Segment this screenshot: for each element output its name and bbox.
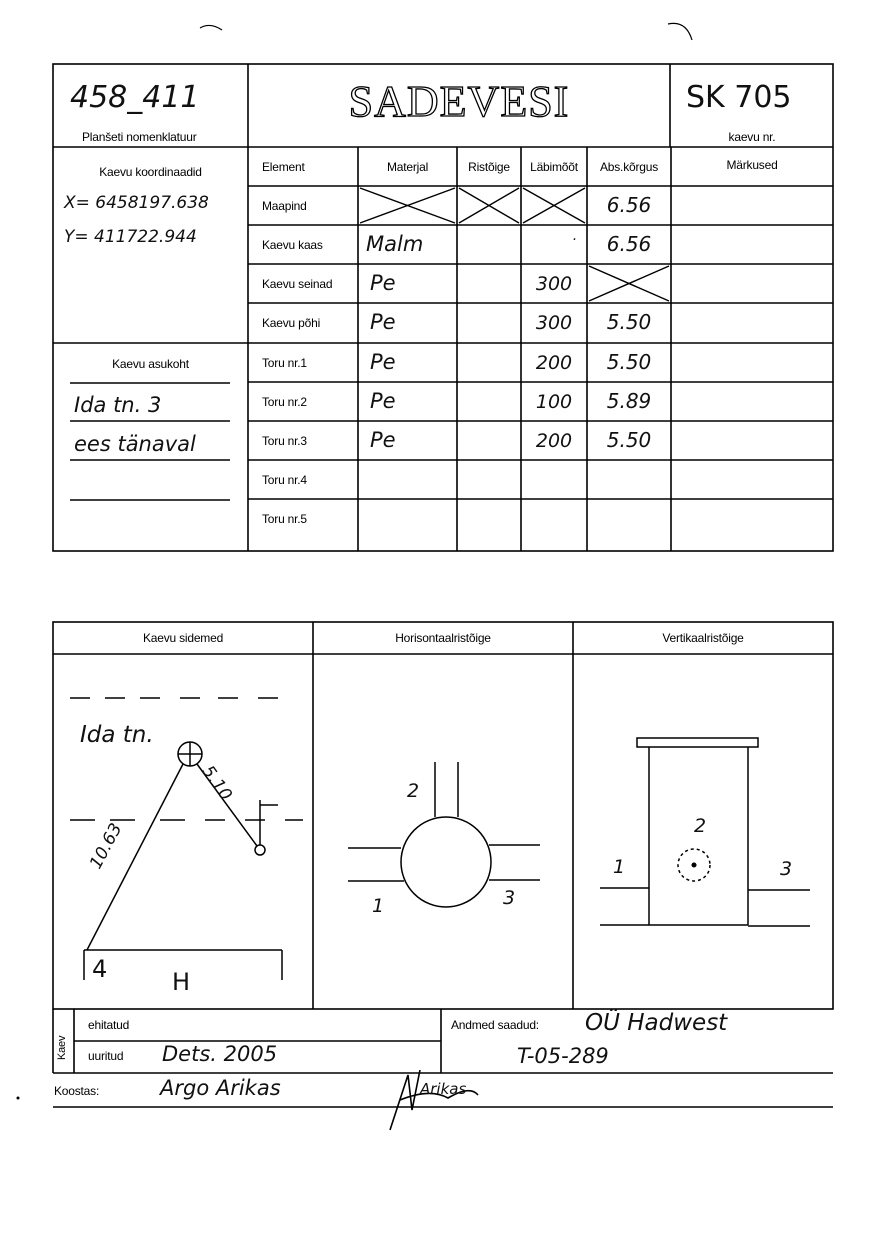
v-pipe-3-label: 3: [780, 858, 793, 880]
col-header-diameter: Läbimõõt: [530, 160, 578, 174]
location-line-1: Ida tn. 3: [74, 393, 162, 417]
table-row-elevation: 5.50: [606, 310, 652, 334]
coordinate-y: Y= 411722.944: [64, 227, 197, 247]
data-source-label: Andmed saadud:: [451, 1018, 539, 1032]
table-row-material: Pe: [370, 350, 396, 374]
coordinates-label: Kaevu koordinaadid: [99, 165, 202, 179]
signature-scribble: [390, 1070, 478, 1130]
table-row-elevation: 6.56: [606, 193, 652, 217]
author-label: Koostas:: [54, 1084, 100, 1098]
table-row-element: Toru nr.5: [262, 512, 307, 526]
table-row-diameter: ·: [572, 232, 577, 248]
horizontal-section-sketch: [348, 762, 540, 907]
scan-mark-right: [668, 23, 692, 40]
col-header-cross: Ristõige: [468, 160, 510, 174]
well-number-value: SK 705: [686, 80, 792, 115]
built-label: ehitatud: [88, 1018, 130, 1032]
table-row-elevation: 6.56: [606, 232, 652, 256]
col-header-material: Materjal: [386, 160, 429, 174]
table-row-diameter: 200: [535, 430, 573, 452]
street-label: Ida tn.: [80, 722, 154, 748]
horizontal-section-label: Horisontaalristõige: [395, 631, 491, 645]
dimension-long: 10.63: [86, 820, 127, 873]
table-row-element: Toru nr.1: [262, 356, 307, 370]
h-pipe-2-label: 2: [407, 780, 420, 802]
table-row-diameter: 300: [535, 273, 573, 295]
table-row-material: Pe: [370, 389, 396, 413]
signature: Arikas: [420, 1080, 467, 1098]
vertical-section-label: Vertikaalristõige: [662, 631, 744, 645]
page-title: SADEVESI: [348, 77, 570, 126]
v-pipe-1-label: 1: [613, 856, 626, 878]
table-row-element: Kaevu seinad: [262, 277, 333, 291]
nomenclature-label: Planšeti nomenklatuur: [82, 130, 197, 144]
h-pipe-1-label: 1: [372, 895, 385, 917]
col-header-notes: Märkused: [726, 158, 778, 172]
table-row-material: Pe: [370, 271, 396, 295]
table-row-elevation: 5.50: [606, 350, 652, 374]
table-row-element: Kaevu kaas: [262, 238, 323, 252]
surveyed-value: Dets. 2005: [162, 1042, 278, 1066]
surveyed-label: uuritud: [88, 1049, 124, 1063]
h-pipe-3-label: 3: [503, 887, 516, 909]
connections-label: Kaevu sidemed: [142, 631, 224, 645]
table-row-element: Toru nr.4: [262, 473, 307, 487]
table-row-diameter: 200: [535, 352, 573, 374]
data-source-company: OÜ Hadwest: [585, 1010, 728, 1036]
author-value: Argo Arikas: [160, 1076, 281, 1100]
table-row-material: Pe: [370, 428, 396, 452]
dimension-short: 5.10: [197, 762, 236, 805]
col-header-elevation: Abs.kõrgus: [599, 160, 659, 174]
sketch-letter-4: 4: [92, 955, 108, 983]
table-row-diameter: 300: [535, 312, 573, 334]
v-pipe-2-label: 2: [694, 815, 707, 837]
location-line-2: ees tänaval: [74, 432, 196, 456]
table-row-material: Malm: [366, 232, 424, 256]
table-row-element: Toru nr.2: [262, 395, 307, 409]
sketch-letter-h: H: [172, 968, 191, 996]
table-row-diameter: 100: [535, 391, 573, 413]
table-row-elevation: 5.89: [606, 389, 652, 413]
table-row-element: Toru nr.3: [262, 434, 307, 448]
table-row-material: Pe: [370, 310, 396, 334]
coordinate-x: X= 6458197.638: [64, 193, 209, 213]
nomenclature-value: 458_411: [70, 80, 200, 115]
scan-mark-left: [200, 25, 222, 30]
table-row-elevation: 5.50: [606, 428, 652, 452]
scan-dot: [17, 1097, 20, 1100]
well-number-label: kaevu nr.: [728, 130, 776, 144]
data-source-ref: T-05-289: [517, 1044, 609, 1068]
side-label: Kaev: [56, 1035, 68, 1060]
table-row-element: Kaevu põhi: [262, 316, 321, 330]
col-header-element: Element: [262, 160, 305, 174]
location-label: Kaevu asukoht: [112, 357, 189, 371]
table-row-element: Maapind: [262, 199, 307, 213]
